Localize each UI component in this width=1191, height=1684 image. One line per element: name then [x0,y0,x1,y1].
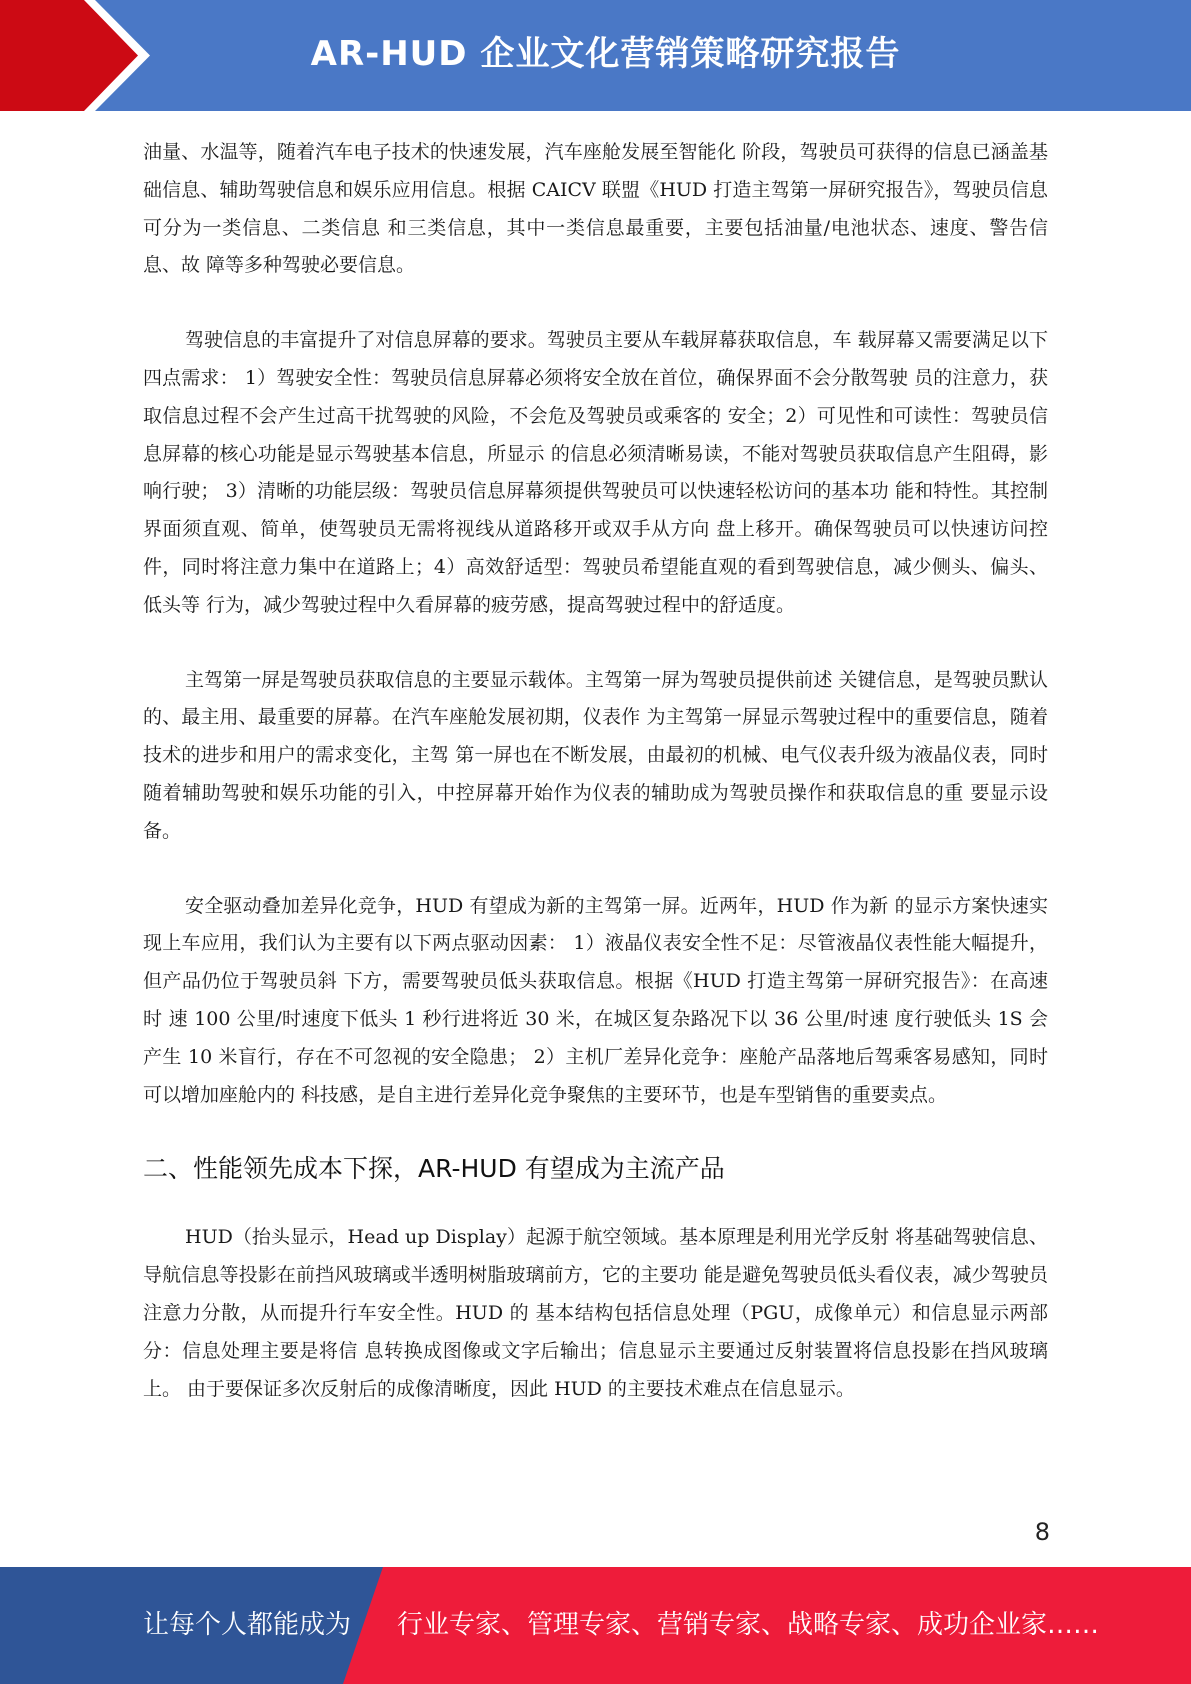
page-number: 8 [1034,1518,1050,1546]
footer-slogan-left: 让每个人都能成为 [143,1610,352,1640]
body-paragraph: HUD（抬头显示，Head up Display）起源于航空领域。基本原理是利用光学反射 将基础驾驶信息、导航信息等投影在前挡风玻璃或半透明树脂玻璃前方，它的主要功 能是避免驾驶员低头看仪表，减少驾驶员注意力分散，从而提升行车安全性。HUD 的 基本结构包括信息处理（PGU，成像单元）和信息显示两部分：信息处理主要是将信 息转换成图像或文字后输出；信息显示主要通过反射装置将信息投影在挡风玻璃上。 由于要保证多次反射后的成像清晰度，因此 HUD 的主要技术难点在信息显示。 [143,1226,1048,1400]
main-content [143,134,1048,1445]
header-bar [0,0,1191,111]
body-paragraph: 安全驱动叠加差异化竞争，HUD 有望成为新的主驾第一屏。近两年，HUD 作为新 的显示方案快速实现上车应用，我们认为主要有以下两点驱动因素： 1）液晶仪表安全性不足：尽管液晶仪表性能大幅提升，但产品仍位于驾驶员斜 下方，需要驾驶员低头获取信息。根据《HUD 打造主驾第一屏研究报告》：在高速时 速 100 公里/时速度下低头 1 秒行进将近 30 米，在城区复杂路况下以 36 公里/时速 度行驶低头 1S 会产生 10 米盲行，存在不可忽视的安全隐患； 2）主机厂差异化竞争：座舱产品落地后驾乘客易感知，同时可以增加座舱内的 科技感，是自主进行差异化竞争聚焦的主要环节，也是车型销售的重要卖点。 [143,894,1048,1106]
body-paragraph: 驾驶信息的丰富提升了对信息屏幕的要求。驾驶员主要从车载屏幕获取信息，车 载屏幕又需要满足以下四点需求： 1）驾驶安全性：驾驶员信息屏幕必须将安全放在首位，确保界面不会分散驾驶 员的注意力，获取信息过程不会产生过高干扰驾驶的风险，不会危及驾驶员或乘客的 安全；2）可见性和可读性：驾驶员信息屏幕的核心功能是显示驾驶基本信息，所显示 的信息必须清晰易读，不能对驾驶员获取信息产生阻碍，影响行驶； 3）清晰的功能层级：驾驶员信息屏幕须提供驾驶员可以快速轻松访问的基本功 能和特性。其控制界面须直观、简单，使驾驶员无需将视线从道路移开或双手从方向 盘上移开。确保驾驶员可以快速访问控件，同时将注意力集中在道路上；4）高效舒适型：驾驶员希望能直观的看到驾驶信息，减少侧头、偏头、低头等 行为，减少驾驶过程中久看屏幕的疲劳感，提高驾驶过程中的舒适度。 [143,329,1048,616]
body-paragraph: 油量、水温等，随着汽车电子技术的快速发展，汽车座舱发展至智能化 阶段，驾驶员可获得的信息已涵盖基础信息、辅助驾驶信息和娱乐应用信息。根据 CAICV 联盟《HUD 打造主驾第一屏研究报告》，驾驶员信息可分为一类信息、二类信息 和三类信息，其中一类信息最重要，主要包括油量/电池状态、速度、警告信息、故 障等多种驾驶必要信息。 [143,141,1048,277]
footer-banner [0,1567,1191,1684]
footer-slogan-right: 行业专家、管理专家、营销专家、战略专家、成功企业家…… [397,1610,1100,1640]
section-heading: 二、性能领先成本下探，AR-HUD 有望成为主流产品 [143,1154,725,1184]
body-paragraph: 主驾第一屏是驾驶员获取信息的主要显示载体。主驾第一屏为驾驶员提供前述 关键信息，是驾驶员默认的、最主用、最重要的屏幕。在汽车座舱发展初期，仪表作 为主驾第一屏显示驾驶过程中的重要信息，随着技术的进步和用户的需求变化，主驾 第一屏也在不断发展，由最初的机械、电气仪表升级为液晶仪表，同时随着辅助驾驶和娱乐功能的引入，中控屏幕开始作为仪表的辅助成为驾驶员操作和获取信息的重 要显示设备。 [143,668,1048,842]
document-title: AR-HUD 企业文化营销策略研究报告 [310,34,901,74]
